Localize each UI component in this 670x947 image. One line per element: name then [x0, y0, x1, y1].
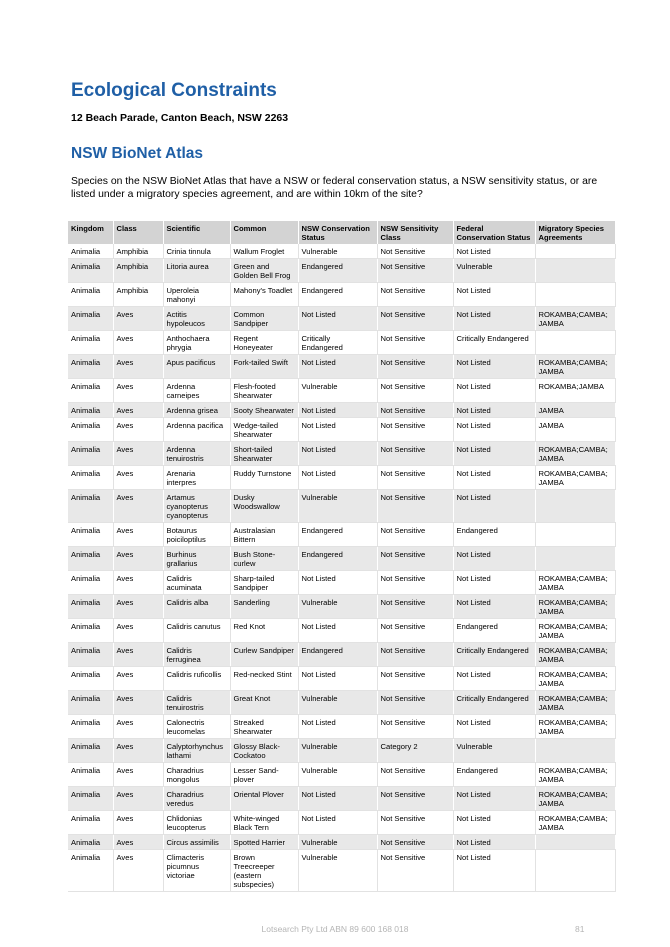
- cell-nsw-status: Vulnerable: [298, 691, 377, 715]
- cell-kingdom: Animalia: [68, 739, 113, 763]
- cell-class: Aves: [113, 307, 163, 331]
- cell-scientific: Ardenna carneipes: [163, 379, 230, 403]
- cell-federal-status: Not Listed: [453, 715, 535, 739]
- table-row: [68, 619, 615, 643]
- cell-federal-status: Not Listed: [453, 403, 535, 418]
- cell-kingdom: Animalia: [68, 331, 113, 355]
- cell-class: Aves: [113, 850, 163, 892]
- cell-nsw-status: Vulnerable: [298, 850, 377, 892]
- header-federal-conservation-status: Federal Conservation Status: [453, 221, 535, 244]
- cell-migratory: ROKAMBA;CAMBA; JAMBA: [535, 787, 615, 811]
- cell-common: Dusky Woodswallow: [230, 490, 298, 523]
- table-row: [68, 418, 615, 442]
- table-row: [68, 835, 615, 850]
- cell-kingdom: Animalia: [68, 811, 113, 835]
- cell-federal-status: Not Listed: [453, 307, 535, 331]
- cell-common: Red-necked Stint: [230, 667, 298, 691]
- cell-scientific: Ardenna pacifica: [163, 418, 230, 442]
- cell-class: Aves: [113, 715, 163, 739]
- header-class: Class: [113, 221, 163, 244]
- cell-common: Curlew Sandpiper: [230, 643, 298, 667]
- cell-kingdom: Animalia: [68, 379, 113, 403]
- page-number: 81: [575, 924, 585, 934]
- header-nsw-sensitivity-class: NSW Sensitivity Class: [377, 221, 453, 244]
- cell-class: Aves: [113, 418, 163, 442]
- cell-nsw-status: Not Listed: [298, 418, 377, 442]
- cell-common: Green and Golden Bell Frog: [230, 259, 298, 283]
- table-row: [68, 283, 615, 307]
- cell-federal-status: Not Listed: [453, 466, 535, 490]
- cell-nsw-sensitivity: Not Sensitive: [377, 835, 453, 850]
- table-row: [68, 643, 615, 667]
- cell-scientific: Calyptorhynchus lathami: [163, 739, 230, 763]
- cell-scientific: Litoria aurea: [163, 259, 230, 283]
- cell-nsw-sensitivity: Not Sensitive: [377, 523, 453, 547]
- cell-migratory: ROKAMBA;CAMBA; JAMBA: [535, 643, 615, 667]
- cell-kingdom: Animalia: [68, 643, 113, 667]
- cell-migratory: [535, 331, 615, 355]
- cell-kingdom: Animalia: [68, 715, 113, 739]
- cell-common: Brown Treecreeper (eastern subspecies): [230, 850, 298, 892]
- table-row: [68, 547, 615, 571]
- cell-common: Spotted Harrier: [230, 835, 298, 850]
- cell-scientific: Burhinus grallarius: [163, 547, 230, 571]
- section-title: NSW BioNet Atlas: [71, 145, 204, 162]
- cell-federal-status: Not Listed: [453, 787, 535, 811]
- cell-class: Aves: [113, 490, 163, 523]
- cell-kingdom: Animalia: [68, 307, 113, 331]
- cell-kingdom: Animalia: [68, 547, 113, 571]
- cell-nsw-sensitivity: Not Sensitive: [377, 691, 453, 715]
- cell-nsw-status: Not Listed: [298, 307, 377, 331]
- cell-nsw-sensitivity: Not Sensitive: [377, 850, 453, 892]
- cell-migratory: ROKAMBA;CAMBA; JAMBA: [535, 307, 615, 331]
- cell-scientific: Actitis hypoleucos: [163, 307, 230, 331]
- cell-migratory: ROKAMBA;CAMBA; JAMBA: [535, 595, 615, 619]
- cell-scientific: Calidris canutus: [163, 619, 230, 643]
- cell-federal-status: Endangered: [453, 763, 535, 787]
- table-row: [68, 595, 615, 619]
- cell-kingdom: Animalia: [68, 442, 113, 466]
- cell-nsw-sensitivity: Not Sensitive: [377, 355, 453, 379]
- cell-kingdom: Animalia: [68, 418, 113, 442]
- cell-scientific: Calidris acuminata: [163, 571, 230, 595]
- cell-federal-status: Not Listed: [453, 850, 535, 892]
- cell-class: Amphibia: [113, 283, 163, 307]
- cell-federal-status: Not Listed: [453, 595, 535, 619]
- cell-class: Aves: [113, 466, 163, 490]
- cell-nsw-sensitivity: Not Sensitive: [377, 403, 453, 418]
- cell-class: Aves: [113, 691, 163, 715]
- cell-nsw-status: Endangered: [298, 259, 377, 283]
- cell-federal-status: Endangered: [453, 619, 535, 643]
- cell-nsw-sensitivity: Not Sensitive: [377, 331, 453, 355]
- cell-class: Aves: [113, 403, 163, 418]
- cell-scientific: Arenaria interpres: [163, 466, 230, 490]
- cell-class: Aves: [113, 835, 163, 850]
- cell-scientific: Uperoleia mahonyi: [163, 283, 230, 307]
- cell-scientific: Charadrius veredus: [163, 787, 230, 811]
- cell-federal-status: Vulnerable: [453, 739, 535, 763]
- cell-nsw-status: Vulnerable: [298, 595, 377, 619]
- table-row: [68, 667, 615, 691]
- cell-kingdom: Animalia: [68, 595, 113, 619]
- cell-common: Oriental Plover: [230, 787, 298, 811]
- cell-scientific: Climacteris picumnus victoriae: [163, 850, 230, 892]
- cell-migratory: JAMBA: [535, 403, 615, 418]
- cell-common: Wedge-tailed Shearwater: [230, 418, 298, 442]
- table-row: [68, 691, 615, 715]
- cell-nsw-status: Not Listed: [298, 715, 377, 739]
- table-row: [68, 244, 615, 259]
- cell-nsw-status: Not Listed: [298, 403, 377, 418]
- header-common: Common: [230, 221, 298, 244]
- cell-class: Aves: [113, 619, 163, 643]
- cell-migratory: [535, 850, 615, 892]
- cell-common: White-winged Black Tern: [230, 811, 298, 835]
- cell-class: Aves: [113, 442, 163, 466]
- cell-class: Aves: [113, 331, 163, 355]
- cell-kingdom: Animalia: [68, 523, 113, 547]
- cell-federal-status: Critically Endangered: [453, 331, 535, 355]
- cell-nsw-sensitivity: Not Sensitive: [377, 466, 453, 490]
- table-row: [68, 811, 615, 835]
- cell-common: Sooty Shearwater: [230, 403, 298, 418]
- cell-kingdom: Animalia: [68, 691, 113, 715]
- table-row: [68, 466, 615, 490]
- table-row: [68, 787, 615, 811]
- table-row: [68, 571, 615, 595]
- species-table: [68, 221, 616, 892]
- header-nsw-conservation-status: NSW Conservation Status: [298, 221, 377, 244]
- cell-migratory: ROKAMBA;CAMBA; JAMBA: [535, 691, 615, 715]
- cell-scientific: Ardenna tenuirostris: [163, 442, 230, 466]
- cell-kingdom: Animalia: [68, 244, 113, 259]
- cell-nsw-status: Not Listed: [298, 787, 377, 811]
- cell-common: Regent Honeyeater: [230, 331, 298, 355]
- intro-paragraph: Species on the NSW BioNet Atlas that have a NSW or federal conservation status, a NSW sensitivity status, or are listed under a migratory species agreement, and are within 10km of the site?: [71, 176, 598, 200]
- table-row: [68, 715, 615, 739]
- cell-kingdom: Animalia: [68, 355, 113, 379]
- header-kingdom: Kingdom: [68, 221, 113, 244]
- cell-kingdom: Animalia: [68, 490, 113, 523]
- cell-class: Aves: [113, 523, 163, 547]
- cell-migratory: [535, 835, 615, 850]
- cell-nsw-sensitivity: Not Sensitive: [377, 787, 453, 811]
- cell-nsw-status: Not Listed: [298, 355, 377, 379]
- table-row: [68, 379, 615, 403]
- cell-kingdom: Animalia: [68, 850, 113, 892]
- cell-migratory: JAMBA: [535, 418, 615, 442]
- cell-migratory: ROKAMBA;CAMBA; JAMBA: [535, 442, 615, 466]
- cell-common: Streaked Shearwater: [230, 715, 298, 739]
- cell-migratory: [535, 523, 615, 547]
- cell-nsw-status: Vulnerable: [298, 763, 377, 787]
- table-row: [68, 403, 615, 418]
- cell-nsw-status: Not Listed: [298, 811, 377, 835]
- cell-federal-status: Critically Endangered: [453, 643, 535, 667]
- table-row: [68, 331, 615, 355]
- cell-class: Aves: [113, 667, 163, 691]
- cell-federal-status: Not Listed: [453, 244, 535, 259]
- table-row: [68, 850, 615, 892]
- cell-federal-status: Not Listed: [453, 379, 535, 403]
- cell-kingdom: Animalia: [68, 787, 113, 811]
- cell-common: Bush Stone-curlew: [230, 547, 298, 571]
- cell-common: Short-tailed Shearwater: [230, 442, 298, 466]
- cell-migratory: [535, 547, 615, 571]
- cell-migratory: [535, 739, 615, 763]
- cell-migratory: [535, 490, 615, 523]
- cell-class: Aves: [113, 379, 163, 403]
- table-row: [68, 355, 615, 379]
- cell-common: Fork-tailed Swift: [230, 355, 298, 379]
- table-row: [68, 739, 615, 763]
- cell-nsw-status: Vulnerable: [298, 835, 377, 850]
- cell-scientific: Circus assimilis: [163, 835, 230, 850]
- cell-nsw-status: Not Listed: [298, 571, 377, 595]
- cell-common: Australasian Bittern: [230, 523, 298, 547]
- cell-federal-status: Not Listed: [453, 835, 535, 850]
- cell-scientific: Anthochaera phrygia: [163, 331, 230, 355]
- table-row: [68, 490, 615, 523]
- cell-federal-status: Not Listed: [453, 571, 535, 595]
- cell-nsw-sensitivity: Not Sensitive: [377, 763, 453, 787]
- header-migratory-species-agreements: Migratory Species Agreements: [535, 221, 615, 244]
- footer-company: Lotsearch Pty Ltd ABN 89 600 168 018: [261, 924, 409, 934]
- cell-class: Aves: [113, 643, 163, 667]
- cell-scientific: Charadrius mongolus: [163, 763, 230, 787]
- page-title: Ecological Constraints: [71, 80, 277, 101]
- cell-scientific: Artamus cyanopterus cyanopterus: [163, 490, 230, 523]
- cell-nsw-status: Not Listed: [298, 442, 377, 466]
- cell-nsw-sensitivity: Not Sensitive: [377, 643, 453, 667]
- cell-nsw-sensitivity: Not Sensitive: [377, 490, 453, 523]
- cell-kingdom: Animalia: [68, 571, 113, 595]
- cell-scientific: Calidris ruficollis: [163, 667, 230, 691]
- cell-federal-status: Not Listed: [453, 547, 535, 571]
- cell-nsw-sensitivity: Not Sensitive: [377, 595, 453, 619]
- cell-kingdom: Animalia: [68, 403, 113, 418]
- cell-federal-status: Not Listed: [453, 667, 535, 691]
- cell-federal-status: Vulnerable: [453, 259, 535, 283]
- cell-nsw-sensitivity: Not Sensitive: [377, 811, 453, 835]
- cell-nsw-sensitivity: Not Sensitive: [377, 244, 453, 259]
- table-row: [68, 307, 615, 331]
- cell-scientific: Calidris tenuirostris: [163, 691, 230, 715]
- cell-federal-status: Not Listed: [453, 490, 535, 523]
- table-row: [68, 442, 615, 466]
- cell-common: Sanderling: [230, 595, 298, 619]
- cell-kingdom: Animalia: [68, 619, 113, 643]
- cell-nsw-status: Endangered: [298, 283, 377, 307]
- cell-nsw-sensitivity: Not Sensitive: [377, 442, 453, 466]
- table-row: [68, 523, 615, 547]
- table-row: [68, 763, 615, 787]
- cell-common: Flesh-footed Shearwater: [230, 379, 298, 403]
- cell-kingdom: Animalia: [68, 259, 113, 283]
- cell-class: Amphibia: [113, 244, 163, 259]
- table-row: [68, 259, 615, 283]
- cell-federal-status: Not Listed: [453, 442, 535, 466]
- cell-scientific: Calonectris leucomelas: [163, 715, 230, 739]
- site-address: 12 Beach Parade, Canton Beach, NSW 2263: [71, 112, 289, 124]
- cell-common: Mahony's Toadlet: [230, 283, 298, 307]
- cell-migratory: ROKAMBA;CAMBA; JAMBA: [535, 355, 615, 379]
- cell-migratory: ROKAMBA;CAMBA; JAMBA: [535, 811, 615, 835]
- cell-nsw-status: Endangered: [298, 523, 377, 547]
- cell-nsw-sensitivity: Category 2: [377, 739, 453, 763]
- cell-nsw-sensitivity: Not Sensitive: [377, 283, 453, 307]
- table-body: [68, 244, 615, 892]
- cell-scientific: Calidris ferruginea: [163, 643, 230, 667]
- header-scientific: Scientific: [163, 221, 230, 244]
- table-header-row: [68, 221, 615, 244]
- cell-scientific: Chlidonias leucopterus: [163, 811, 230, 835]
- cell-nsw-status: Vulnerable: [298, 244, 377, 259]
- cell-scientific: Calidris alba: [163, 595, 230, 619]
- cell-nsw-status: Endangered: [298, 643, 377, 667]
- cell-nsw-status: Not Listed: [298, 466, 377, 490]
- cell-nsw-sensitivity: Not Sensitive: [377, 259, 453, 283]
- cell-migratory: ROKAMBA;CAMBA; JAMBA: [535, 667, 615, 691]
- cell-scientific: Crinia tinnula: [163, 244, 230, 259]
- cell-nsw-status: Not Listed: [298, 619, 377, 643]
- cell-kingdom: Animalia: [68, 763, 113, 787]
- cell-class: Aves: [113, 547, 163, 571]
- cell-nsw-status: Vulnerable: [298, 739, 377, 763]
- cell-nsw-status: Vulnerable: [298, 379, 377, 403]
- cell-nsw-sensitivity: Not Sensitive: [377, 715, 453, 739]
- cell-migratory: ROKAMBA;CAMBA; JAMBA: [535, 571, 615, 595]
- cell-common: Ruddy Turnstone: [230, 466, 298, 490]
- cell-nsw-sensitivity: Not Sensitive: [377, 667, 453, 691]
- cell-nsw-sensitivity: Not Sensitive: [377, 307, 453, 331]
- cell-class: Aves: [113, 763, 163, 787]
- cell-class: Aves: [113, 787, 163, 811]
- cell-nsw-sensitivity: Not Sensitive: [377, 547, 453, 571]
- cell-kingdom: Animalia: [68, 283, 113, 307]
- cell-migratory: [535, 259, 615, 283]
- cell-federal-status: Endangered: [453, 523, 535, 547]
- cell-federal-status: Not Listed: [453, 283, 535, 307]
- cell-scientific: Ardenna grisea: [163, 403, 230, 418]
- cell-federal-status: Not Listed: [453, 355, 535, 379]
- cell-class: Aves: [113, 739, 163, 763]
- cell-nsw-sensitivity: Not Sensitive: [377, 571, 453, 595]
- cell-common: Wallum Froglet: [230, 244, 298, 259]
- cell-kingdom: Animalia: [68, 835, 113, 850]
- cell-nsw-status: Critically Endangered: [298, 331, 377, 355]
- cell-migratory: ROKAMBA;CAMBA; JAMBA: [535, 619, 615, 643]
- cell-kingdom: Animalia: [68, 466, 113, 490]
- cell-class: Amphibia: [113, 259, 163, 283]
- cell-nsw-status: Endangered: [298, 547, 377, 571]
- cell-nsw-status: Vulnerable: [298, 490, 377, 523]
- cell-migratory: ROKAMBA;JAMBA: [535, 379, 615, 403]
- cell-common: Glossy Black-Cockatoo: [230, 739, 298, 763]
- cell-common: Red Knot: [230, 619, 298, 643]
- cell-migratory: ROKAMBA;CAMBA; JAMBA: [535, 763, 615, 787]
- cell-common: Great Knot: [230, 691, 298, 715]
- cell-nsw-status: Not Listed: [298, 667, 377, 691]
- cell-common: Sharp-tailed Sandpiper: [230, 571, 298, 595]
- cell-scientific: Botaurus poiciloptilus: [163, 523, 230, 547]
- cell-migratory: [535, 283, 615, 307]
- cell-nsw-sensitivity: Not Sensitive: [377, 418, 453, 442]
- cell-kingdom: Animalia: [68, 667, 113, 691]
- cell-migratory: ROKAMBA;CAMBA; JAMBA: [535, 466, 615, 490]
- cell-federal-status: Not Listed: [453, 811, 535, 835]
- cell-class: Aves: [113, 595, 163, 619]
- cell-nsw-sensitivity: Not Sensitive: [377, 379, 453, 403]
- cell-common: Common Sandpiper: [230, 307, 298, 331]
- cell-migratory: ROKAMBA;CAMBA; JAMBA: [535, 715, 615, 739]
- cell-migratory: [535, 244, 615, 259]
- cell-federal-status: Critically Endangered: [453, 691, 535, 715]
- cell-nsw-sensitivity: Not Sensitive: [377, 619, 453, 643]
- cell-federal-status: Not Listed: [453, 418, 535, 442]
- cell-scientific: Apus pacificus: [163, 355, 230, 379]
- cell-class: Aves: [113, 355, 163, 379]
- cell-class: Aves: [113, 811, 163, 835]
- cell-common: Lesser Sand-plover: [230, 763, 298, 787]
- cell-class: Aves: [113, 571, 163, 595]
